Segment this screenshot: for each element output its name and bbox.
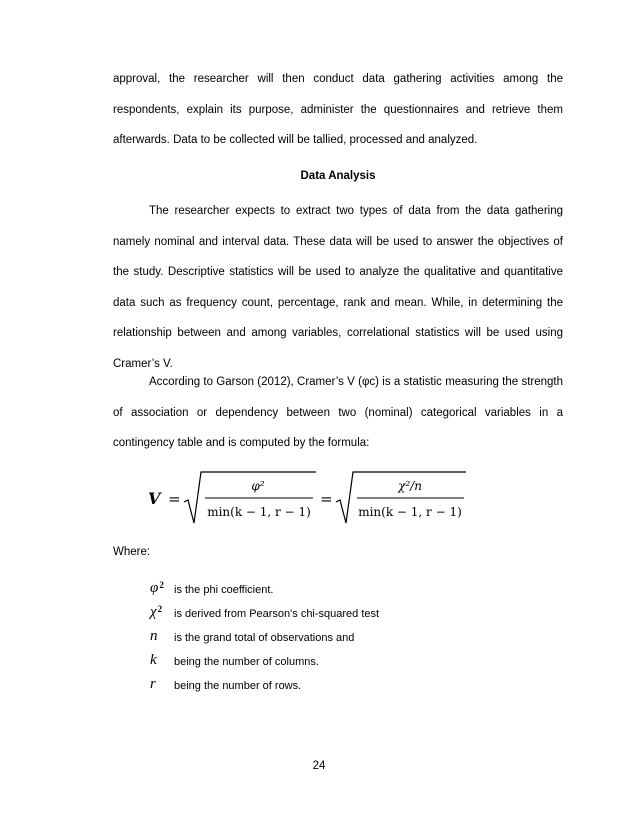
page-number: 24 <box>312 760 326 772</box>
definition-chi <box>150 596 379 620</box>
definition-phi <box>150 572 379 596</box>
formula-numerator-1: φ² <box>251 479 265 493</box>
section-heading: Data Analysis <box>300 170 376 182</box>
r-symbol: r <box>150 676 156 692</box>
paragraph-approval: approval, the researcher will then conduct data gathering activities among the respondents, explain its purpose, administer the questionnaires and retrieve them afterwards. Data to be collected will be tallied, processed and analyzed. <box>113 73 563 146</box>
n-symbol: n <box>150 628 158 644</box>
cramers-v-formula <box>148 468 468 528</box>
formula-numerator-2: χ²/n <box>398 479 422 493</box>
formula-denominator-2: min(k − 1, r − 1) <box>358 505 462 519</box>
chi-symbol: χ $^2$ <box>150 604 163 620</box>
definition-n <box>150 620 379 644</box>
variable-definitions <box>150 572 379 692</box>
definition-r <box>150 668 379 692</box>
paragraph-data-types: The researcher expects to extract two types of data from the data gathering namely nominal and interval data. These data will be used to answer the objectives of the study. Descriptive statistics will be used to analyze the qualitative and quantitative data such as frequency count, percentage, rank and mean. While, in determining the relationship between and among variables, correlational statistics will be used using Cramer’s V. <box>113 205 563 370</box>
where-label: Where: <box>113 546 151 558</box>
formula-equals-1: = <box>168 490 181 508</box>
definition-text: is the grand total of observations and <box>174 632 355 644</box>
definition-text: is derived from Pearson's chi-squared test <box>174 608 380 620</box>
definition-text: is the phi coefficient. <box>174 584 274 596</box>
formula-lhs: V <box>148 489 161 508</box>
formula-equals-2: = <box>320 490 333 508</box>
definition-text: being the number of rows. <box>174 680 302 692</box>
k-symbol: k <box>150 652 157 668</box>
definition-k <box>150 644 379 668</box>
formula-denominator-1: min(k − 1, r − 1) <box>207 505 311 519</box>
paragraph-cramers-v: According to Garson (2012), Cramer’s V (φc) is a statistic measuring the strength of association or dependency between two (nominal) categorical variables in a contingency table and is computed by the formula: <box>113 376 563 449</box>
definition-text: being the number of columns. <box>174 656 319 668</box>
phi-symbol: φ $^2$ <box>150 580 164 596</box>
